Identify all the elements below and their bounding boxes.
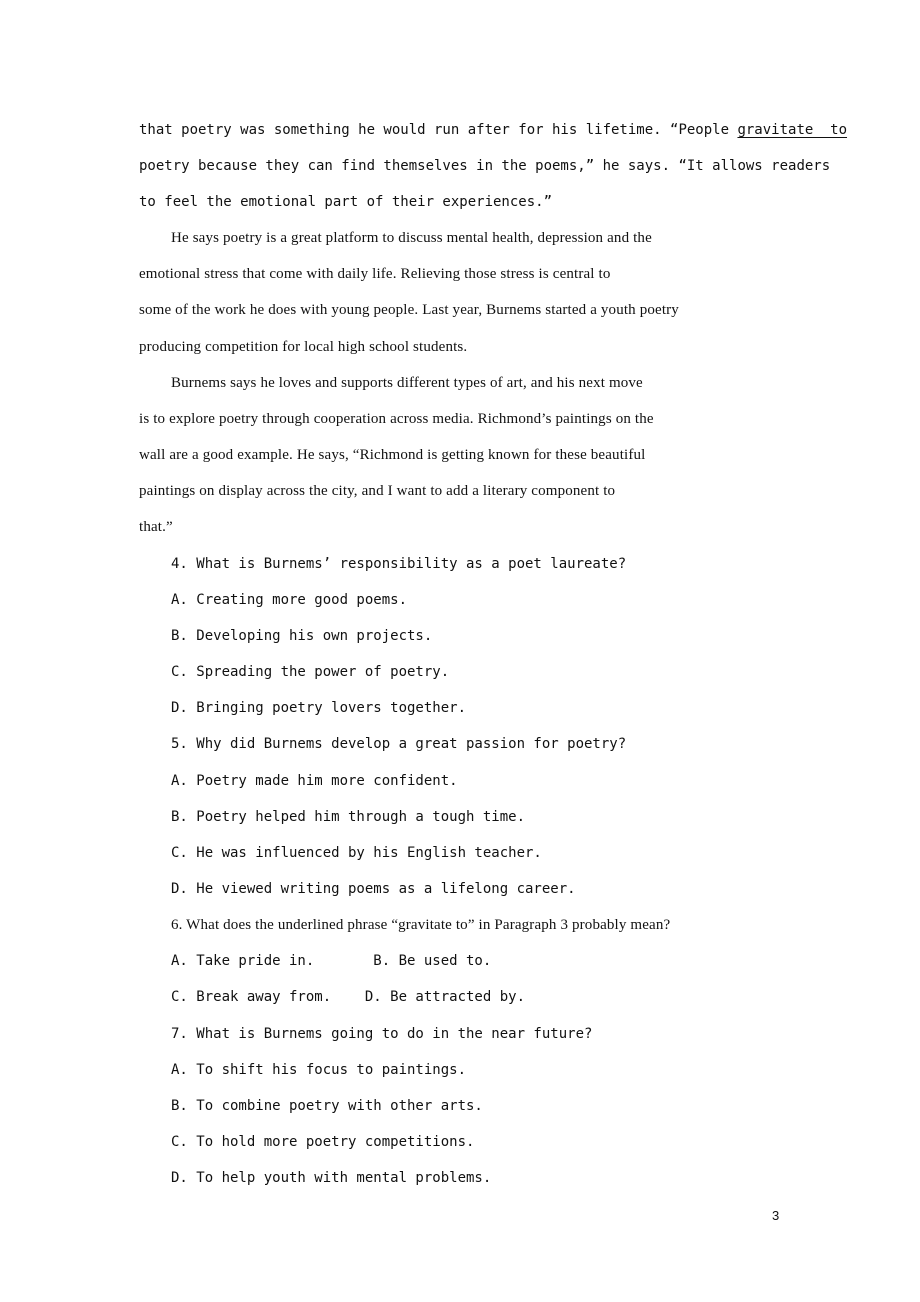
question-4-option-a: A. Creating more good poems.: [171, 592, 408, 608]
question-5-option-a: A. Poetry made him more confident.: [171, 773, 458, 789]
question-7-stem: 7. What is Burnems going to do in the near future?: [171, 1026, 593, 1042]
question-4-option-b: B. Developing his own projects.: [171, 628, 433, 644]
paragraph-4-line-1: He says poetry is a great platform to discuss mental health, depression and the: [171, 230, 652, 246]
paragraph-5-line-2: is to explore poetry through cooperation across media. Richmond’s paintings on the: [139, 411, 654, 427]
question-6-stem: 6. What does the underlined phrase “gravitate to” in Paragraph 3 probably mean?: [171, 917, 671, 933]
paragraph-4-line-4: producing competition for local high school students.: [139, 339, 468, 355]
paragraph-3-line-3: to feel the emotional part of their experiences.”: [139, 194, 553, 210]
question-5-option-d: D. He viewed writing poems as a lifelong career.: [171, 881, 576, 897]
underlined-phrase: gravitate to: [737, 122, 848, 138]
question-7-option-c: C. To hold more poetry competitions.: [171, 1134, 475, 1150]
paragraph-4-line-3: some of the work he does with young people. Last year, Burnems started a youth poetry: [139, 302, 679, 318]
question-4-stem: 4. What is Burnems’ responsibility as a poet laureate?: [171, 556, 627, 572]
question-7-option-a: A. To shift his focus to paintings.: [171, 1062, 467, 1078]
question-4-option-c: C. Spreading the power of poetry.: [171, 664, 450, 680]
paragraph-5-line-5: that.”: [139, 519, 173, 535]
paragraph-3-line-1-text: that poetry was something he would run after for his lifetime. “People: [139, 122, 738, 138]
question-7-option-d: D. To help youth with mental problems.: [171, 1170, 492, 1186]
paragraph-4-line-2: emotional stress that come with daily life. Relieving those stress is central to: [139, 266, 611, 282]
question-6-options-c-d: C. Break away from. D. Be attracted by.: [171, 989, 526, 1005]
paragraph-5-line-3: wall are a good example. He says, “Richmond is getting known for these beautiful: [139, 447, 646, 463]
paragraph-3-line-2: poetry because they can find themselves in the poems,” he says. “It allows readers: [139, 158, 831, 174]
paragraph-5-line-1: Burnems says he loves and supports different types of art, and his next move: [171, 375, 643, 391]
question-5-option-c: C. He was influenced by his English teacher.: [171, 845, 542, 861]
question-6-options-a-b: A. Take pride in. B. Be used to.: [171, 953, 492, 969]
question-7-option-b: B. To combine poetry with other arts.: [171, 1098, 483, 1114]
question-4-option-d: D. Bringing poetry lovers together.: [171, 700, 467, 716]
paragraph-3-line-1: [139, 121, 847, 139]
question-5-option-b: B. Poetry helped him through a tough time.: [171, 809, 526, 825]
page-number: 3: [772, 1208, 780, 1223]
question-5-stem: 5. Why did Burnems develop a great passion for poetry?: [171, 736, 627, 752]
paragraph-5-line-4: paintings on display across the city, and I want to add a literary component to: [139, 483, 616, 499]
